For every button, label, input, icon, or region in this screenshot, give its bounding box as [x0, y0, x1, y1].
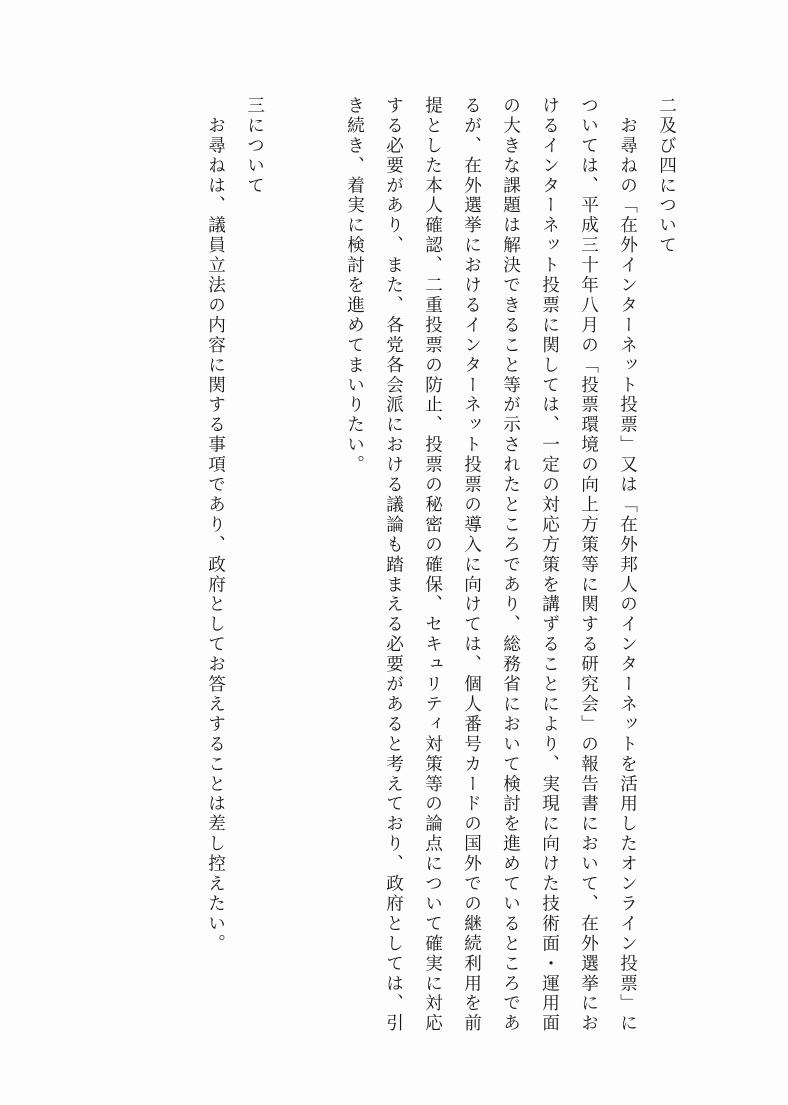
body-line: 提とした本人確認、二重投票の防止、投票の秘密の確保、セキュリティ対策等の論点について確実に対応 [422, 96, 443, 1034]
body-line: の大きな課題は解決できること等が示されたところであり、総務省において検討を進めているところであ [500, 96, 521, 1034]
body-line: する必要があり、また、各党各会派における議論も踏まえる必要があると考えており、政府としては、引 [383, 96, 404, 1034]
body-line: るが、在外選挙におけるインターネット投票の導入に向けては、個人番号カードの国外での継続利用を前 [461, 96, 482, 1034]
section-heading: 三について [244, 96, 265, 196]
body-line: ついては、平成三十年八月の「投票環境の向上方策等に関する研究会」の報告書において、在外選挙にお [578, 96, 599, 1034]
body-line: き続き、着実に検討を進めてまいりたい。 [344, 96, 365, 476]
section-heading: 二及び四について [656, 96, 677, 256]
body-line: お尋ねの「在外インターネット投票」又は「在外邦人のインターネットを活用したオンライン投票」に [617, 96, 638, 1034]
body-line: お尋ねは、議員立法の内容に関する事項であり、政府としてお答えすることは差し控えたい。 [205, 96, 226, 954]
body-line: けるインターネット投票に関しては、一定の対応方策を講ずることにより、実現に向けた技術面・運用面 [539, 96, 560, 1034]
